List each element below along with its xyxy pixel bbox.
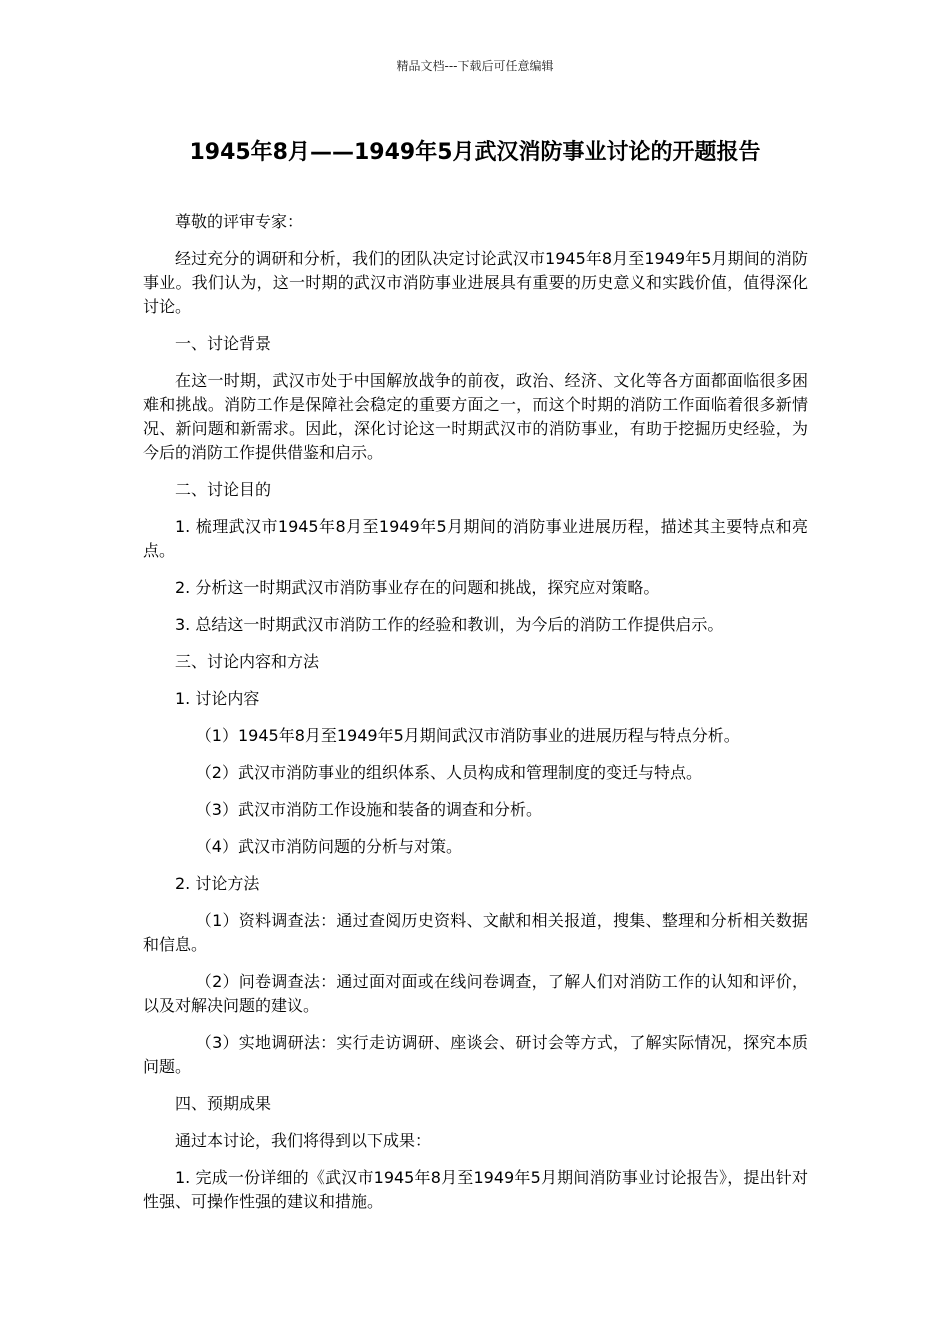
background-paragraph: 在这一时期，武汉市处于中国解放战争的前夜，政治、经济、文化等各方面都面临很多困难和挑战。消防工作是保障社会稳定的重要方面之一，而这个时期的消防工作面临着很多新情况、新问题和新需求。因此，深化讨论这一时期武汉市的消防事业，有助于挖掘历史经验，为今后的消防工作提供借鉴和启示。: [143, 371, 808, 462]
method-item-1: （1）资料调查法：通过查阅历史资料、文献和相关报道，搜集、整理和分析相关数据和信息。: [143, 911, 808, 954]
purpose-item-3: 3. 总结这一时期武汉市消防工作的经验和教训，为今后的消防工作提供启示。: [175, 615, 724, 634]
intro-paragraph: 经过充分的调研和分析，我们的团队决定讨论武汉市1945年8月至1949年5月期间的消防事业。我们认为，这一时期的武汉市消防事业进展具有重要的历史意义和实践价值，值得深化讨论。: [143, 249, 808, 316]
method-item-2: （2）问卷调查法：通过面对面或在线问卷调查，了解人们对消防工作的认知和评价，以及对解决问题的建议。: [143, 972, 808, 1015]
results-intro: 通过本讨论，我们将得到以下成果：: [175, 1131, 432, 1150]
header-note: 精品文档---下载后可任意编辑: [396, 59, 554, 73]
section-heading-content-method: 三、讨论内容和方法: [175, 652, 320, 671]
purpose-item-1: 1. 梳理武汉市1945年8月至1949年5月期间的消防事业进展历程，描述其主要特点和亮点。: [143, 517, 808, 560]
content-item-2: （2）武汉市消防事业的组织体系、人员构成和管理制度的变迁与特点。: [195, 763, 702, 782]
purpose-item-2: 2. 分析这一时期武汉市消防事业存在的问题和挑战，探究应对策略。: [175, 578, 660, 597]
subheading-content: 1. 讨论内容: [175, 689, 260, 708]
section-heading-purpose: 二、讨论目的: [175, 480, 272, 499]
content-item-4: （4）武汉市消防问题的分析与对策。: [195, 837, 462, 856]
section-heading-background: 一、讨论背景: [175, 334, 272, 353]
document-title: 1945年8月——1949年5月武汉消防事业讨论的开题报告: [189, 140, 761, 165]
content-item-1: （1）1945年8月至1949年5月期间武汉市消防事业的进展历程与特点分析。: [195, 726, 740, 745]
results-item-1: 1. 完成一份详细的《武汉市1945年8月至1949年5月期间消防事业讨论报告》，提出针对性强、可操作性强的建议和措施。: [143, 1168, 808, 1211]
document-body: [143, 210, 808, 1227]
content-item-3: （3）武汉市消防工作设施和装备的调查和分析。: [195, 800, 542, 819]
subheading-method: 2. 讨论方法: [175, 874, 260, 893]
method-item-3: （3）实地调研法：实行走访调研、座谈会、研讨会等方式，了解实际情况，探究本质问题。: [143, 1033, 808, 1076]
section-heading-results: 四、预期成果: [175, 1094, 272, 1113]
salutation: 尊敬的评审专家：: [175, 212, 304, 231]
